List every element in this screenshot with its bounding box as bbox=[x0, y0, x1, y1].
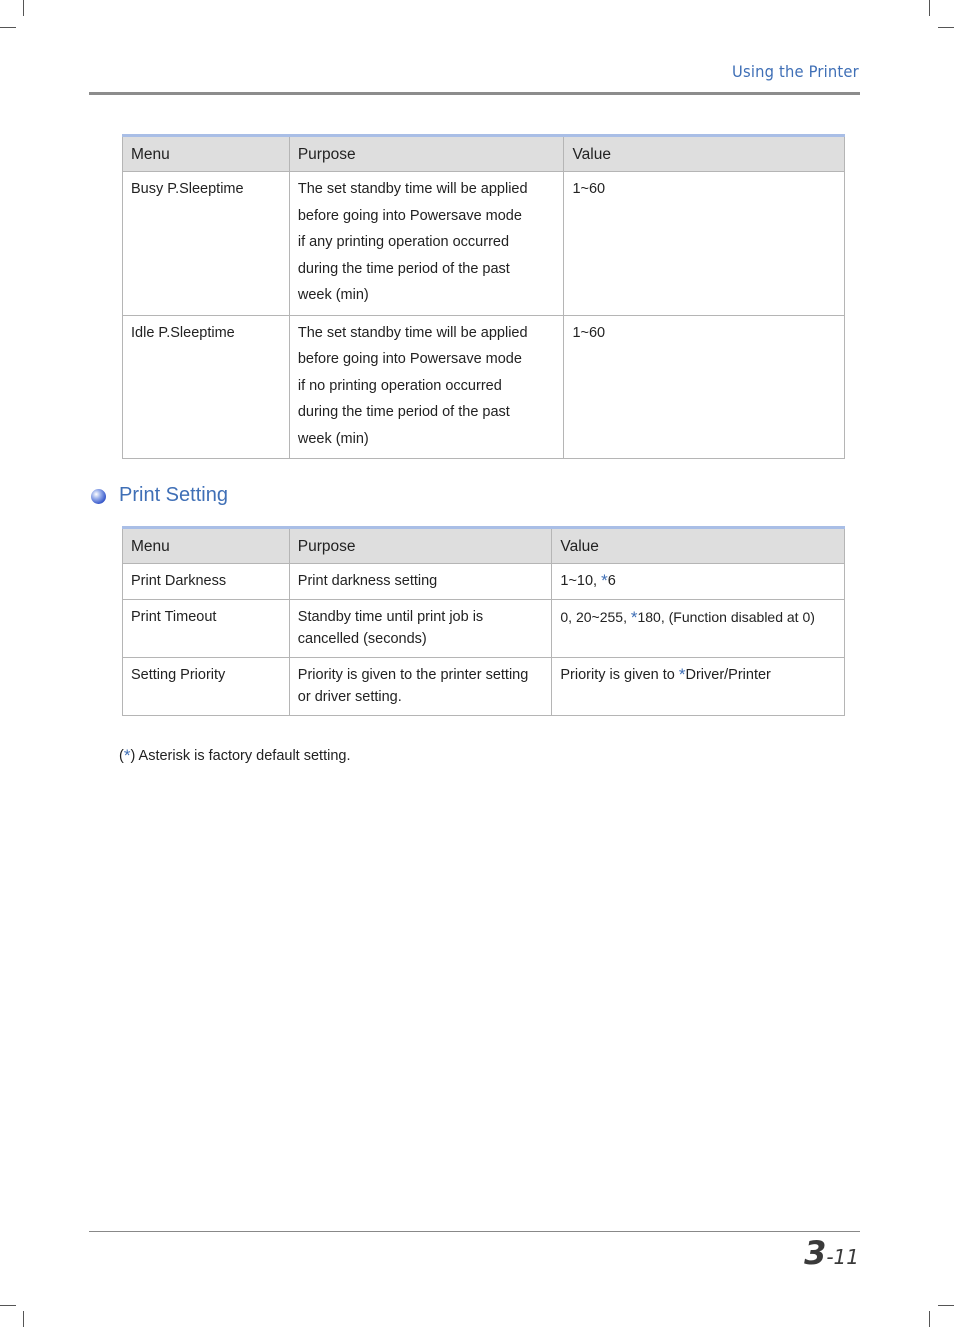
menu-cell: Print Darkness bbox=[123, 564, 290, 600]
purpose-cell bbox=[289, 564, 552, 600]
running-header: Using the Printer bbox=[732, 62, 859, 81]
purpose-line: Print darkness setting bbox=[297, 573, 438, 589]
header-rule bbox=[89, 92, 860, 95]
default-asterisk: * bbox=[601, 571, 608, 590]
table-row bbox=[123, 657, 845, 715]
purpose-cell bbox=[289, 599, 552, 657]
table-header-row bbox=[123, 528, 845, 564]
footnote-paren: ( bbox=[119, 748, 124, 764]
purpose-line: The set standby time will be applied bbox=[297, 181, 528, 197]
value-cell: 1~60 bbox=[564, 172, 845, 316]
crop-mark bbox=[23, 1311, 24, 1327]
table-row bbox=[123, 315, 845, 459]
purpose-cell bbox=[289, 657, 552, 715]
value-text: 180, (Function disabled at 0) bbox=[637, 608, 815, 625]
column-header-menu: Menu bbox=[123, 528, 290, 564]
section-title: Print Setting bbox=[119, 484, 228, 506]
value-cell bbox=[552, 657, 845, 715]
purpose-cell bbox=[289, 172, 564, 316]
crop-mark bbox=[938, 1305, 954, 1306]
crop-mark bbox=[929, 0, 930, 16]
value-cell bbox=[552, 564, 845, 600]
crop-mark bbox=[0, 27, 16, 28]
value-text: 0, 20~255, bbox=[560, 608, 631, 625]
print-settings-table bbox=[122, 526, 845, 716]
purpose-line: week (min) bbox=[297, 430, 369, 447]
purpose-line: week (min) bbox=[297, 287, 369, 303]
column-header-value: Value bbox=[564, 136, 845, 172]
page-number bbox=[804, 1234, 859, 1272]
purpose-line: Standby time until print job is bbox=[297, 608, 484, 625]
purpose-line: The set standby time will be applied bbox=[297, 324, 528, 341]
page-number-suffix: -11 bbox=[826, 1245, 859, 1269]
column-header-purpose: Purpose bbox=[289, 528, 552, 564]
table-row bbox=[123, 599, 845, 657]
menu-cell: Busy P.Sleeptime bbox=[123, 172, 290, 316]
power-settings-table bbox=[122, 134, 845, 459]
menu-cell: Print Timeout bbox=[123, 599, 290, 657]
table-header-row bbox=[123, 136, 845, 172]
default-asterisk: * bbox=[123, 746, 131, 765]
column-header-menu: Menu bbox=[123, 136, 290, 172]
menu-cell: Setting Priority bbox=[123, 657, 290, 715]
footnote-text: ) Asterisk is factory default setting. bbox=[130, 748, 351, 764]
column-header-purpose: Purpose bbox=[289, 136, 564, 172]
default-asterisk: * bbox=[678, 664, 686, 684]
crop-mark bbox=[0, 1305, 16, 1306]
purpose-line: or driver setting. bbox=[297, 689, 402, 705]
default-asterisk: * bbox=[630, 607, 638, 627]
value-text: 6 bbox=[607, 573, 616, 589]
menu-cell: Idle P.Sleeptime bbox=[123, 315, 290, 459]
footer-rule bbox=[89, 1231, 860, 1232]
purpose-line: before going into Powersave mode bbox=[297, 351, 522, 367]
purpose-line: during the time period of the past bbox=[297, 260, 510, 277]
purpose-line: cancelled (seconds) bbox=[297, 631, 427, 647]
purpose-cell bbox=[289, 315, 564, 459]
value-cell bbox=[552, 599, 845, 657]
purpose-line: before going into Powersave mode bbox=[297, 207, 522, 224]
column-header-value: Value bbox=[552, 528, 845, 564]
purpose-line: if no printing operation occurred bbox=[297, 377, 502, 394]
purpose-line: during the time period of the past bbox=[297, 404, 510, 420]
value-text: 1~10, bbox=[560, 573, 602, 589]
purpose-line: if any printing operation occurred bbox=[297, 234, 510, 250]
crop-mark bbox=[929, 1311, 930, 1327]
value-cell: 1~60 bbox=[564, 315, 845, 459]
value-text: Priority is given to bbox=[560, 666, 679, 683]
bullet-icon bbox=[91, 489, 106, 504]
footnote bbox=[119, 746, 350, 766]
crop-mark bbox=[938, 27, 954, 28]
purpose-line: Priority is given to the printer setting bbox=[297, 666, 529, 683]
chapter-number: 3 bbox=[804, 1234, 827, 1272]
table-row bbox=[123, 564, 845, 600]
value-text: Driver/Printer bbox=[685, 666, 771, 683]
crop-mark bbox=[23, 0, 24, 16]
table-row bbox=[123, 172, 845, 316]
